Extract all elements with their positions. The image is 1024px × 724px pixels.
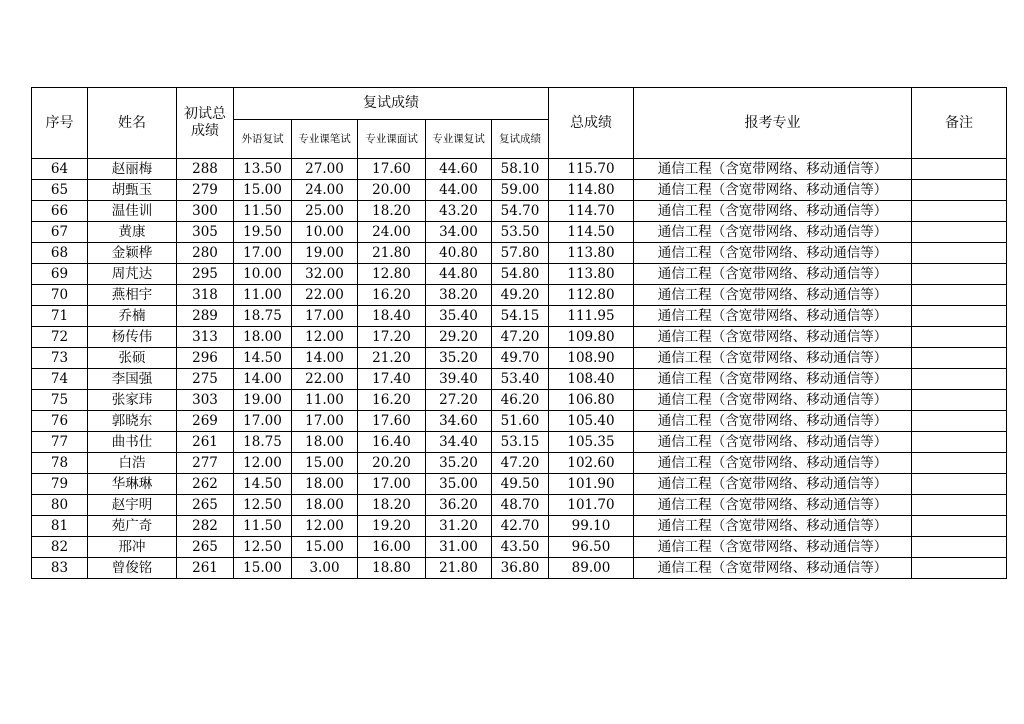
cell-name: 李国强	[88, 369, 177, 390]
cell-major-retest: 21.80	[426, 558, 492, 579]
header-major-written: 专业课笔试	[292, 120, 358, 159]
cell-initial-total: 265	[177, 537, 234, 558]
cell-name: 曾俊铭	[88, 558, 177, 579]
cell-remark	[912, 306, 1007, 327]
cell-total: 101.70	[549, 495, 634, 516]
cell-major-retest: 44.60	[426, 159, 492, 180]
cell-major: 通信工程（含宽带网络、移动通信等）	[634, 516, 912, 537]
table-row	[32, 369, 1007, 390]
cell-major-interview: 16.00	[358, 537, 426, 558]
cell-remark	[912, 390, 1007, 411]
cell-foreign-language-retest: 11.50	[234, 516, 292, 537]
cell-seq: 78	[32, 453, 88, 474]
table-row	[32, 516, 1007, 537]
cell-total: 106.80	[549, 390, 634, 411]
cell-major-written: 11.00	[292, 390, 358, 411]
cell-name: 华琳琳	[88, 474, 177, 495]
header-major-interview: 专业课面试	[358, 120, 426, 159]
cell-retest-score: 53.50	[492, 222, 549, 243]
cell-retest-score: 49.50	[492, 474, 549, 495]
cell-foreign-language-retest: 12.50	[234, 495, 292, 516]
table-row	[32, 390, 1007, 411]
cell-major: 通信工程（含宽带网络、移动通信等）	[634, 390, 912, 411]
cell-major-retest: 29.20	[426, 327, 492, 348]
cell-retest-score: 36.80	[492, 558, 549, 579]
cell-name: 白浩	[88, 453, 177, 474]
cell-total: 108.40	[549, 369, 634, 390]
cell-remark	[912, 411, 1007, 432]
cell-major-written: 15.00	[292, 537, 358, 558]
cell-major-written: 22.00	[292, 285, 358, 306]
cell-major-written: 27.00	[292, 159, 358, 180]
cell-initial-total: 279	[177, 180, 234, 201]
cell-major-interview: 17.00	[358, 474, 426, 495]
cell-total: 113.80	[549, 243, 634, 264]
cell-major: 通信工程（含宽带网络、移动通信等）	[634, 495, 912, 516]
table-body	[32, 159, 1007, 579]
cell-seq: 65	[32, 180, 88, 201]
cell-total: 111.95	[549, 306, 634, 327]
cell-initial-total: 313	[177, 327, 234, 348]
cell-major-interview: 17.20	[358, 327, 426, 348]
cell-major-retest: 35.40	[426, 306, 492, 327]
cell-major-written: 17.00	[292, 306, 358, 327]
cell-major-interview: 18.40	[358, 306, 426, 327]
cell-retest-score: 54.80	[492, 264, 549, 285]
cell-major: 通信工程（含宽带网络、移动通信等）	[634, 180, 912, 201]
cell-foreign-language-retest: 12.00	[234, 453, 292, 474]
cell-major-written: 22.00	[292, 369, 358, 390]
cell-major-interview: 17.60	[358, 411, 426, 432]
cell-name: 赵宇明	[88, 495, 177, 516]
table-row	[32, 159, 1007, 180]
cell-seq: 64	[32, 159, 88, 180]
table-row	[32, 453, 1007, 474]
score-table	[31, 87, 1007, 579]
header-foreign-language-retest: 外语复试	[234, 120, 292, 159]
cell-major-retest: 31.00	[426, 537, 492, 558]
cell-retest-score: 47.20	[492, 453, 549, 474]
cell-retest-score: 54.70	[492, 201, 549, 222]
cell-major: 通信工程（含宽带网络、移动通信等）	[634, 432, 912, 453]
cell-major-interview: 18.20	[358, 495, 426, 516]
cell-retest-score: 49.20	[492, 285, 549, 306]
table-row	[32, 264, 1007, 285]
cell-retest-score: 51.60	[492, 411, 549, 432]
cell-retest-score: 46.20	[492, 390, 549, 411]
cell-retest-score: 42.70	[492, 516, 549, 537]
cell-major: 通信工程（含宽带网络、移动通信等）	[634, 285, 912, 306]
cell-major-written: 19.00	[292, 243, 358, 264]
cell-seq: 77	[32, 432, 88, 453]
cell-major: 通信工程（含宽带网络、移动通信等）	[634, 453, 912, 474]
cell-foreign-language-retest: 14.50	[234, 474, 292, 495]
table-row	[32, 348, 1007, 369]
table-row	[32, 285, 1007, 306]
cell-major-written: 12.00	[292, 327, 358, 348]
cell-seq: 76	[32, 411, 88, 432]
cell-major-retest: 35.00	[426, 474, 492, 495]
cell-total: 96.50	[549, 537, 634, 558]
cell-seq: 66	[32, 201, 88, 222]
cell-name: 燕相宇	[88, 285, 177, 306]
cell-foreign-language-retest: 19.50	[234, 222, 292, 243]
cell-foreign-language-retest: 13.50	[234, 159, 292, 180]
cell-foreign-language-retest: 14.00	[234, 369, 292, 390]
cell-major-written: 15.00	[292, 453, 358, 474]
cell-major-interview: 21.80	[358, 243, 426, 264]
cell-major-retest: 38.20	[426, 285, 492, 306]
header-remark: 备注	[912, 88, 1007, 159]
cell-major-written: 32.00	[292, 264, 358, 285]
cell-major-retest: 40.80	[426, 243, 492, 264]
cell-foreign-language-retest: 18.75	[234, 432, 292, 453]
cell-retest-score: 53.40	[492, 369, 549, 390]
table-row	[32, 180, 1007, 201]
cell-initial-total: 261	[177, 558, 234, 579]
cell-major: 通信工程（含宽带网络、移动通信等）	[634, 411, 912, 432]
cell-major-retest: 35.20	[426, 348, 492, 369]
cell-total: 105.40	[549, 411, 634, 432]
cell-remark	[912, 432, 1007, 453]
cell-total: 115.70	[549, 159, 634, 180]
cell-major: 通信工程（含宽带网络、移动通信等）	[634, 201, 912, 222]
cell-remark	[912, 516, 1007, 537]
cell-major-retest: 39.40	[426, 369, 492, 390]
table-row	[32, 474, 1007, 495]
cell-initial-total: 269	[177, 411, 234, 432]
cell-initial-total: 305	[177, 222, 234, 243]
cell-seq: 81	[32, 516, 88, 537]
cell-major-retest: 27.20	[426, 390, 492, 411]
cell-foreign-language-retest: 17.00	[234, 411, 292, 432]
table-row	[32, 411, 1007, 432]
cell-name: 郭晓东	[88, 411, 177, 432]
cell-major-retest: 44.00	[426, 180, 492, 201]
cell-retest-score: 58.10	[492, 159, 549, 180]
cell-total: 99.10	[549, 516, 634, 537]
cell-major-interview: 16.20	[358, 390, 426, 411]
cell-major-written: 10.00	[292, 222, 358, 243]
cell-initial-total: 280	[177, 243, 234, 264]
cell-name: 胡甄玉	[88, 180, 177, 201]
cell-name: 苑广奇	[88, 516, 177, 537]
table-row	[32, 243, 1007, 264]
cell-total: 108.90	[549, 348, 634, 369]
cell-remark	[912, 222, 1007, 243]
cell-total: 114.50	[549, 222, 634, 243]
cell-seq: 82	[32, 537, 88, 558]
cell-foreign-language-retest: 14.50	[234, 348, 292, 369]
cell-major: 通信工程（含宽带网络、移动通信等）	[634, 348, 912, 369]
cell-seq: 74	[32, 369, 88, 390]
cell-name: 乔楠	[88, 306, 177, 327]
cell-retest-score: 54.15	[492, 306, 549, 327]
cell-major-interview: 17.60	[358, 159, 426, 180]
cell-major-retest: 44.80	[426, 264, 492, 285]
cell-foreign-language-retest: 15.00	[234, 180, 292, 201]
cell-major-interview: 20.20	[358, 453, 426, 474]
header-major-retest: 专业课复试	[426, 120, 492, 159]
table-row	[32, 222, 1007, 243]
cell-major-retest: 36.20	[426, 495, 492, 516]
cell-major-written: 18.00	[292, 495, 358, 516]
cell-major-retest: 34.00	[426, 222, 492, 243]
cell-retest-score: 57.80	[492, 243, 549, 264]
cell-remark	[912, 495, 1007, 516]
cell-name: 张硕	[88, 348, 177, 369]
cell-retest-score: 49.70	[492, 348, 549, 369]
cell-seq: 71	[32, 306, 88, 327]
cell-initial-total: 277	[177, 453, 234, 474]
cell-name: 温佳训	[88, 201, 177, 222]
cell-name: 杨传伟	[88, 327, 177, 348]
cell-total: 114.80	[549, 180, 634, 201]
cell-seq: 68	[32, 243, 88, 264]
cell-major-written: 12.00	[292, 516, 358, 537]
cell-major: 通信工程（含宽带网络、移动通信等）	[634, 222, 912, 243]
table-row	[32, 306, 1007, 327]
cell-total: 113.80	[549, 264, 634, 285]
cell-major-retest: 34.60	[426, 411, 492, 432]
cell-seq: 69	[32, 264, 88, 285]
cell-major-interview: 17.40	[358, 369, 426, 390]
cell-major-interview: 16.20	[358, 285, 426, 306]
cell-retest-score: 59.00	[492, 180, 549, 201]
cell-initial-total: 295	[177, 264, 234, 285]
cell-major-interview: 18.20	[358, 201, 426, 222]
cell-total: 109.80	[549, 327, 634, 348]
cell-foreign-language-retest: 17.00	[234, 243, 292, 264]
cell-major-written: 17.00	[292, 411, 358, 432]
cell-initial-total: 288	[177, 159, 234, 180]
cell-major-written: 25.00	[292, 201, 358, 222]
cell-retest-score: 43.50	[492, 537, 549, 558]
cell-seq: 79	[32, 474, 88, 495]
table-header	[32, 88, 1007, 159]
header-major: 报考专业	[634, 88, 912, 159]
header-name: 姓名	[88, 88, 177, 159]
cell-seq: 67	[32, 222, 88, 243]
header-initial-total-line1: 初试总	[184, 106, 226, 122]
table-row	[32, 432, 1007, 453]
header-retest-score: 复试成绩	[492, 120, 549, 159]
table-row	[32, 327, 1007, 348]
cell-initial-total: 318	[177, 285, 234, 306]
cell-foreign-language-retest: 18.75	[234, 306, 292, 327]
cell-initial-total: 300	[177, 201, 234, 222]
cell-remark	[912, 243, 1007, 264]
cell-major-written: 3.00	[292, 558, 358, 579]
cell-initial-total: 262	[177, 474, 234, 495]
cell-retest-score: 47.20	[492, 327, 549, 348]
cell-foreign-language-retest: 18.00	[234, 327, 292, 348]
cell-initial-total: 296	[177, 348, 234, 369]
cell-remark	[912, 348, 1007, 369]
cell-retest-score: 53.15	[492, 432, 549, 453]
cell-major-interview: 24.00	[358, 222, 426, 243]
cell-major: 通信工程（含宽带网络、移动通信等）	[634, 474, 912, 495]
table-row	[32, 558, 1007, 579]
table-row	[32, 201, 1007, 222]
cell-name: 赵丽梅	[88, 159, 177, 180]
cell-major: 通信工程（含宽带网络、移动通信等）	[634, 159, 912, 180]
cell-remark	[912, 180, 1007, 201]
cell-total: 102.60	[549, 453, 634, 474]
cell-foreign-language-retest: 19.00	[234, 390, 292, 411]
cell-seq: 73	[32, 348, 88, 369]
header-total: 总成绩	[549, 88, 634, 159]
cell-name: 黄康	[88, 222, 177, 243]
cell-major: 通信工程（含宽带网络、移动通信等）	[634, 369, 912, 390]
table-row	[32, 537, 1007, 558]
cell-remark	[912, 369, 1007, 390]
cell-remark	[912, 285, 1007, 306]
cell-major: 通信工程（含宽带网络、移动通信等）	[634, 558, 912, 579]
cell-remark	[912, 201, 1007, 222]
cell-remark	[912, 474, 1007, 495]
cell-remark	[912, 537, 1007, 558]
header-seq: 序号	[32, 88, 88, 159]
cell-seq: 83	[32, 558, 88, 579]
cell-initial-total: 303	[177, 390, 234, 411]
cell-name: 张家玮	[88, 390, 177, 411]
header-initial-total	[177, 88, 234, 159]
cell-initial-total: 275	[177, 369, 234, 390]
cell-total: 105.35	[549, 432, 634, 453]
cell-remark	[912, 159, 1007, 180]
cell-foreign-language-retest: 11.50	[234, 201, 292, 222]
cell-remark	[912, 327, 1007, 348]
cell-foreign-language-retest: 11.00	[234, 285, 292, 306]
cell-initial-total: 289	[177, 306, 234, 327]
cell-major: 通信工程（含宽带网络、移动通信等）	[634, 327, 912, 348]
cell-total: 114.70	[549, 201, 634, 222]
cell-major-retest: 31.20	[426, 516, 492, 537]
cell-initial-total: 265	[177, 495, 234, 516]
cell-major-retest: 35.20	[426, 453, 492, 474]
cell-name: 曲书仕	[88, 432, 177, 453]
cell-remark	[912, 264, 1007, 285]
cell-retest-score: 48.70	[492, 495, 549, 516]
cell-major-retest: 34.40	[426, 432, 492, 453]
cell-major: 通信工程（含宽带网络、移动通信等）	[634, 537, 912, 558]
cell-initial-total: 261	[177, 432, 234, 453]
cell-major-written: 18.00	[292, 474, 358, 495]
cell-major-written: 14.00	[292, 348, 358, 369]
cell-foreign-language-retest: 15.00	[234, 558, 292, 579]
cell-foreign-language-retest: 12.50	[234, 537, 292, 558]
cell-remark	[912, 453, 1007, 474]
cell-major-retest: 43.20	[426, 201, 492, 222]
cell-name: 金颖桦	[88, 243, 177, 264]
cell-name: 邢冲	[88, 537, 177, 558]
cell-seq: 70	[32, 285, 88, 306]
header-retest-group: 复试成绩	[234, 88, 549, 120]
cell-major: 通信工程（含宽带网络、移动通信等）	[634, 243, 912, 264]
cell-major-interview: 12.80	[358, 264, 426, 285]
header-initial-total-line2: 成绩	[191, 123, 219, 139]
cell-foreign-language-retest: 10.00	[234, 264, 292, 285]
cell-major: 通信工程（含宽带网络、移动通信等）	[634, 306, 912, 327]
cell-total: 112.80	[549, 285, 634, 306]
cell-remark	[912, 558, 1007, 579]
cell-seq: 80	[32, 495, 88, 516]
cell-major-interview: 16.40	[358, 432, 426, 453]
cell-total: 101.90	[549, 474, 634, 495]
cell-major-interview: 19.20	[358, 516, 426, 537]
cell-name: 周芃达	[88, 264, 177, 285]
cell-seq: 75	[32, 390, 88, 411]
cell-major-interview: 18.80	[358, 558, 426, 579]
cell-major-interview: 20.00	[358, 180, 426, 201]
cell-seq: 72	[32, 327, 88, 348]
cell-major-written: 18.00	[292, 432, 358, 453]
cell-major-interview: 21.20	[358, 348, 426, 369]
table-row	[32, 495, 1007, 516]
cell-initial-total: 282	[177, 516, 234, 537]
cell-major-written: 24.00	[292, 180, 358, 201]
cell-total: 89.00	[549, 558, 634, 579]
cell-major: 通信工程（含宽带网络、移动通信等）	[634, 264, 912, 285]
